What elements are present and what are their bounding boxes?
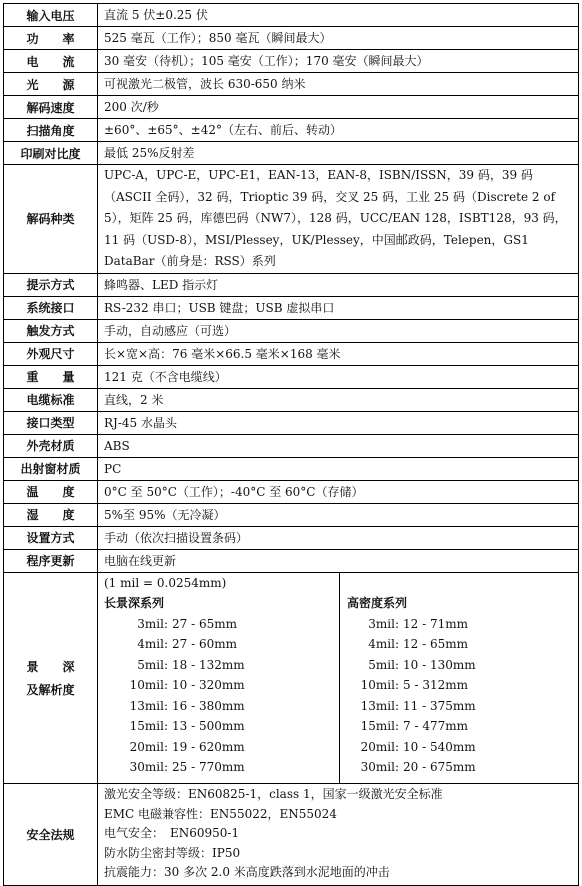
spec-value: ±60°、±65°、±42°（左右、前后、转动） bbox=[98, 119, 579, 142]
spec-value: RJ-45 水晶头 bbox=[98, 411, 579, 434]
dof-range-row bbox=[347, 614, 578, 635]
dof-spacer bbox=[347, 573, 578, 594]
dof-range: 5 - 312mm bbox=[403, 678, 468, 692]
dof-range: 27 - 65mm bbox=[172, 616, 237, 631]
dof-range-row bbox=[104, 675, 339, 696]
spec-value: 121 克（不含电缆线） bbox=[98, 365, 579, 388]
spec-value: PC bbox=[98, 457, 579, 480]
spec-row bbox=[4, 273, 579, 296]
spec-row bbox=[4, 411, 579, 434]
spec-value: 长×宽×高：76 毫米×66.5 毫米×168 毫米 bbox=[98, 342, 579, 365]
dof-mil: 3mil: bbox=[368, 616, 399, 631]
dof-range-row bbox=[104, 737, 339, 758]
spec-label: 提示方式 bbox=[4, 273, 98, 296]
spec-value: 手动（依次扫描设置条码） bbox=[98, 526, 579, 549]
dof-range-row bbox=[104, 757, 339, 778]
spec-row bbox=[4, 503, 579, 526]
spec-value: 最低 25%反射差 bbox=[98, 142, 579, 165]
spec-value-depth-of-field bbox=[98, 572, 579, 783]
spec-value: 手动，自动感应（可选） bbox=[98, 319, 579, 342]
spec-row bbox=[4, 388, 579, 411]
dof-range-row bbox=[104, 696, 339, 717]
spec-label: 输入电压 bbox=[4, 4, 98, 27]
spec-label: 触发方式 bbox=[4, 319, 98, 342]
dof-range: 19 - 620mm bbox=[172, 739, 245, 754]
safety-line: 抗震能力：30 多次 2.0 米高度跌落到水泥地面的冲击 bbox=[104, 865, 390, 880]
spec-value: RS-232 串口；USB 键盘；USB 虚拟串口 bbox=[98, 296, 579, 319]
spec-label: 电缆标准 bbox=[4, 388, 98, 411]
dof-range-row bbox=[347, 716, 578, 737]
dof-range: 12 - 65mm bbox=[403, 637, 468, 651]
spec-label: 扫描角度 bbox=[4, 119, 98, 142]
dof-mil: 4mil: bbox=[137, 637, 168, 651]
spec-label: 解码速度 bbox=[4, 96, 98, 119]
spec-value: 电脑在线更新 bbox=[98, 549, 579, 572]
spec-row bbox=[4, 4, 579, 27]
dof-mil: 15mil: bbox=[129, 719, 168, 733]
spec-label: 湿 度 bbox=[4, 503, 98, 526]
spec-row bbox=[4, 434, 579, 457]
spec-row bbox=[4, 96, 579, 119]
dof-hd-title: 高密度系列 bbox=[347, 596, 408, 610]
dof-range: 10 - 130mm bbox=[403, 657, 476, 672]
dof-range-row bbox=[347, 655, 578, 676]
dof-mil: 13mil: bbox=[360, 698, 399, 713]
dof-mil: 10mil: bbox=[360, 678, 399, 692]
spec-value: 直线，2 米 bbox=[98, 388, 579, 411]
dof-range-row bbox=[104, 716, 339, 737]
dof-range-row bbox=[104, 614, 339, 635]
spec-value: 0°C 至 50°C（工作）；-40°C 至 60°C（存储） bbox=[98, 480, 579, 503]
dof-mil: 30mil: bbox=[129, 760, 168, 774]
dof-mil: 30mil: bbox=[360, 760, 399, 774]
dof-label-line2: 及解析度 bbox=[26, 682, 75, 697]
spec-row bbox=[4, 73, 579, 96]
spec-value-safety bbox=[98, 783, 579, 885]
spec-table bbox=[3, 3, 579, 886]
dof-range: 27 - 60mm bbox=[172, 637, 237, 651]
dof-mil: 5mil: bbox=[368, 657, 399, 672]
spec-label: 解码种类 bbox=[4, 165, 98, 274]
dof-mil: 3mil: bbox=[137, 616, 168, 631]
spec-label: 温 度 bbox=[4, 480, 98, 503]
safety-line: 电气安全： EN60950-1 bbox=[104, 826, 240, 841]
spec-label: 外壳材质 bbox=[4, 434, 98, 457]
spec-row bbox=[4, 342, 579, 365]
dof-standard-title: 长景深系列 bbox=[104, 596, 165, 610]
spec-row bbox=[4, 296, 579, 319]
spec-label: 重 量 bbox=[4, 365, 98, 388]
dof-range: 10 - 540mm bbox=[403, 739, 476, 754]
spec-value: 525 毫瓦（工作）；850 毫瓦（瞬间最大） bbox=[98, 27, 579, 50]
dof-unit-note: (1 mil = 0.0254mm) bbox=[104, 575, 227, 590]
dof-range-row bbox=[347, 757, 578, 778]
spec-label: 电 流 bbox=[4, 50, 98, 73]
spec-row-depth-of-field bbox=[4, 572, 579, 783]
spec-row bbox=[4, 480, 579, 503]
spec-row bbox=[4, 119, 579, 142]
dof-range-row bbox=[104, 634, 339, 655]
spec-row bbox=[4, 319, 579, 342]
spec-label: 接口类型 bbox=[4, 411, 98, 434]
dof-mil: 15mil: bbox=[360, 719, 399, 733]
spec-value: 200 次/秒 bbox=[98, 96, 579, 119]
dof-range: 20 - 675mm bbox=[403, 760, 476, 774]
spec-row bbox=[4, 549, 579, 572]
spec-row bbox=[4, 50, 579, 73]
spec-value: UPC-A，UPC-E，UPC-E1，EAN-13，EAN-8，ISBN/ISSN，39 码，39 码（ASCII 全码），32 码，Trioptic 39 码，交叉 25 码，工业 25 码（Discrete 2 of 5），矩阵 25 码，库德巴码（NW7），128 码，UCC/EAN 128，ISBT128，93 码，11 码（USD-8），MSI/Plessey，UK/Plessey，中国邮政码，Telepen，GS1 DataBar（前身是：RSS）系列 bbox=[98, 165, 579, 274]
spec-row bbox=[4, 165, 579, 274]
dof-range-row bbox=[347, 634, 578, 655]
spec-value: 蜂鸣器、LED 指示灯 bbox=[98, 273, 579, 296]
spec-row bbox=[4, 457, 579, 480]
spec-row bbox=[4, 365, 579, 388]
dof-range-row bbox=[347, 696, 578, 717]
dof-range: 13 - 500mm bbox=[172, 719, 245, 733]
spec-label: 外观尺寸 bbox=[4, 342, 98, 365]
dof-range-row bbox=[104, 655, 339, 676]
spec-label: 光 源 bbox=[4, 73, 98, 96]
dof-grid bbox=[98, 573, 578, 783]
spec-value: 可视激光二极管，波长 630-650 纳米 bbox=[98, 73, 579, 96]
dof-mil: 10mil: bbox=[129, 678, 168, 692]
dof-range-row bbox=[347, 675, 578, 696]
spec-label: 程序更新 bbox=[4, 549, 98, 572]
dof-standard-column bbox=[98, 573, 340, 783]
spec-label-depth-of-field bbox=[4, 572, 98, 783]
dof-range: 25 - 770mm bbox=[172, 760, 245, 774]
dof-range: 11 - 375mm bbox=[403, 698, 476, 713]
spec-value: 直流 5 伏±0.25 伏 bbox=[98, 4, 579, 27]
spec-row-safety bbox=[4, 783, 579, 885]
spec-label: 出射窗材质 bbox=[4, 457, 98, 480]
dof-range: 12 - 71mm bbox=[403, 616, 468, 631]
spec-value: 5%至 95%（无冷凝） bbox=[98, 503, 579, 526]
dof-range: 7 - 477mm bbox=[403, 719, 468, 733]
dof-label-line1: 景 深 bbox=[26, 659, 75, 674]
dof-range-row bbox=[347, 737, 578, 758]
dof-range: 10 - 320mm bbox=[172, 678, 245, 692]
dof-mil: 5mil: bbox=[137, 657, 168, 672]
spec-label: 印刷对比度 bbox=[4, 142, 98, 165]
dof-mil: 13mil: bbox=[129, 698, 168, 713]
dof-mil: 4mil: bbox=[368, 637, 399, 651]
spec-value: ABS bbox=[98, 434, 579, 457]
spec-label: 设置方式 bbox=[4, 526, 98, 549]
spec-label: 系统接口 bbox=[4, 296, 98, 319]
safety-line: 激光安全等级：EN60825-1，class 1，国家一级激光安全标准 bbox=[104, 787, 443, 802]
safety-line: EMC 电磁兼容性：EN55022，EN55024 bbox=[104, 806, 337, 821]
spec-label: 功 率 bbox=[4, 27, 98, 50]
dof-range: 16 - 380mm bbox=[172, 698, 245, 713]
spec-value: 30 毫安（待机）；105 毫安（工作）；170 毫安（瞬间最大） bbox=[98, 50, 579, 73]
spec-row bbox=[4, 142, 579, 165]
dof-range: 18 - 132mm bbox=[172, 657, 245, 672]
dof-mil: 20mil: bbox=[129, 739, 168, 754]
spec-table-body bbox=[4, 4, 579, 886]
spec-row bbox=[4, 27, 579, 50]
safety-line: 防水防尘密封等级：IP50 bbox=[104, 845, 241, 860]
spec-label-safety: 安全法规 bbox=[4, 783, 98, 885]
spec-row bbox=[4, 526, 579, 549]
dof-mil: 20mil: bbox=[360, 739, 399, 754]
dof-high-density-column bbox=[340, 573, 578, 783]
